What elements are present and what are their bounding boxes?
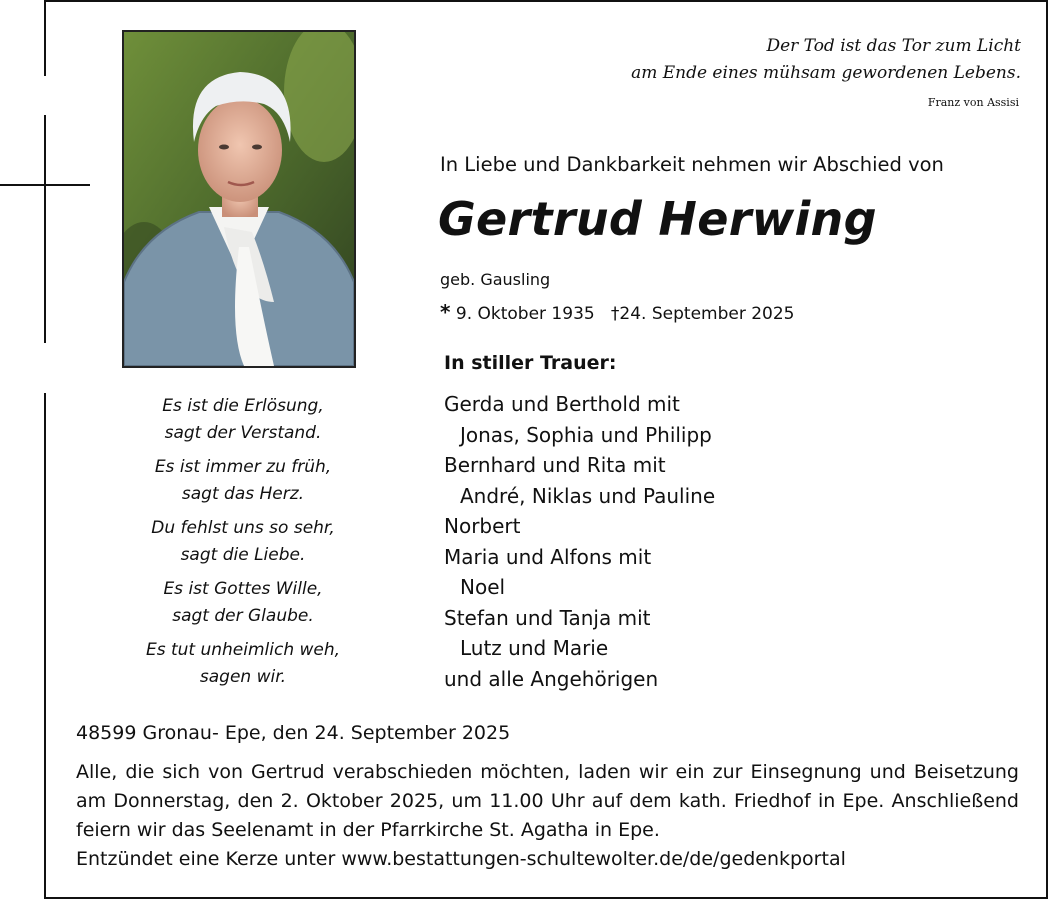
mourners-title: In stiller Trauer: — [444, 352, 617, 374]
quote-line-2: am Ende eines mühsam gewordenen Lebens. — [631, 63, 1021, 83]
death-date: 24. September 2025 — [619, 304, 795, 324]
poem — [128, 393, 358, 698]
poem-stanza — [128, 515, 358, 569]
cross-horizontal-bar — [0, 184, 90, 186]
poem-line: sagen wir. — [199, 667, 287, 687]
poem-line: Du fehlst uns so sehr, — [151, 518, 335, 538]
mourner-line: Jonas, Sophia und Philipp — [460, 422, 712, 447]
intro-text: In Liebe und Dankbarkeit nehmen wir Abschied von — [440, 153, 944, 176]
mourner-line: Lutz und Marie — [460, 636, 609, 660]
cross-vertical-bottom — [44, 393, 46, 899]
mourner-line: Maria und Alfons mit — [444, 544, 652, 569]
mourner-line: Noel — [460, 575, 506, 599]
poem-line: Es ist die Erlösung, — [162, 396, 324, 416]
poem-stanza — [128, 393, 358, 447]
quote-author: Franz von Assisi — [927, 96, 1019, 109]
funeral-notice-text: Alle, die sich von Gertrud verabschieden möchten, laden wir ein zur Einsegnung und Beisetzung am Donnerstag, den 2. Oktober 2025, um 11.00 Uhr auf dem kath. Friedhof in Epe. Anschließend feiern wir das Seelenamt in der Pfarrkirche St. Agatha in Epe. — [76, 761, 1019, 841]
poem-line: sagt die Liebe. — [180, 545, 306, 565]
cross-vertical-middle — [44, 115, 46, 343]
poem-line: Es ist immer zu früh, — [154, 457, 332, 477]
funeral-notice — [76, 758, 1019, 874]
poem-stanza — [128, 576, 358, 630]
poem-line: Es ist Gottes Wille, — [163, 579, 323, 599]
mourner-line: Norbert — [444, 514, 521, 538]
mourner-line: und alle Angehörigen — [444, 666, 659, 691]
mourners-list — [444, 389, 715, 694]
poem-line: Es tut unheimlich weh, — [145, 640, 341, 660]
mourner-line: Bernhard und Rita mit — [444, 453, 666, 477]
life-dates — [440, 300, 795, 324]
mourner-line: André, Niklas und Pauline — [460, 483, 716, 508]
poem-line: sagt der Glaube. — [172, 606, 314, 626]
place-date: 48599 Gronau- Epe, den 24. September 2025 — [76, 722, 511, 744]
memorial-portal-line: Entzündet eine Kerze unter www.bestattungen-schultewolter.de/de/gedenkportal — [76, 848, 846, 870]
birth-symbol: * — [440, 300, 451, 324]
cross-vertical-top — [44, 0, 46, 76]
mourner-line: Stefan und Tanja mit — [444, 605, 651, 630]
birth-date: 9. Oktober 1935 — [455, 304, 595, 324]
poem-line: sagt das Herz. — [181, 484, 305, 504]
birth-name: geb. Gausling — [440, 270, 551, 289]
poem-stanza — [128, 637, 358, 691]
frame-bottom-border — [44, 897, 1048, 899]
quote — [631, 33, 1021, 87]
death-symbol: † — [610, 304, 620, 324]
frame-top-border — [44, 0, 1047, 2]
portrait-photo — [122, 30, 356, 368]
deceased-name: Gertrud Herwing — [438, 192, 877, 246]
frame-right-border — [1046, 0, 1048, 899]
quote-line-1: Der Tod ist das Tor zum Licht — [766, 36, 1021, 56]
mourner-line: Gerda und Berthold mit — [444, 392, 680, 416]
poem-stanza — [128, 454, 358, 508]
poem-line: sagt der Verstand. — [164, 423, 322, 443]
